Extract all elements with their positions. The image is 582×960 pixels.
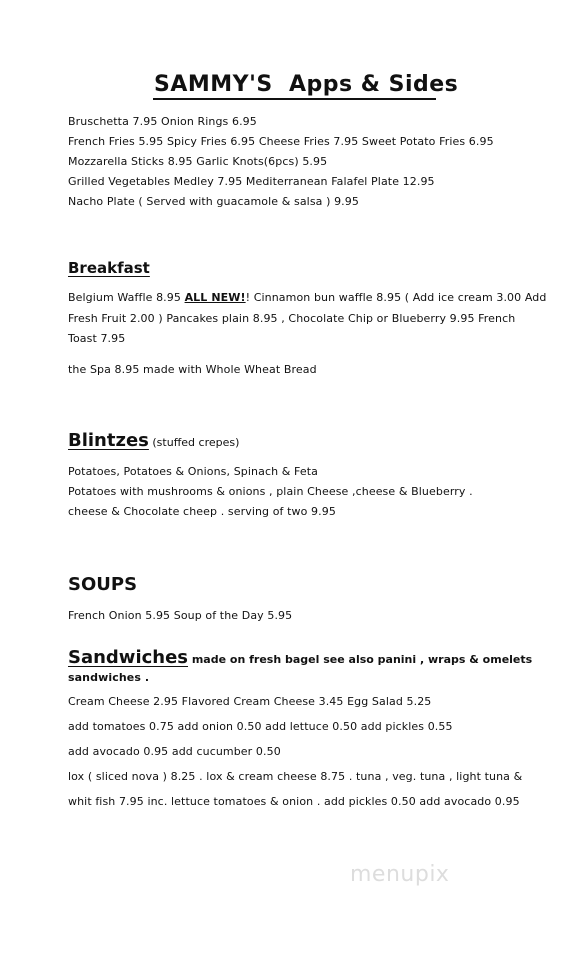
sandwiches-title: Sandwiches <box>68 647 189 668</box>
breakfast-line: the Spa 8.95 made with Whole Wheat Bread <box>68 363 317 376</box>
breakfast-line: Fresh Fruit 2.00 ) Pancakes plain 8.95 , Chocolate Chip or Blueberry 9.95 French <box>68 312 516 325</box>
blintzes-title: Blintzes <box>68 430 149 451</box>
blintzes-line: cheese & Chocolate cheep . serving of two 9.95 <box>68 505 336 518</box>
sandwiches-note: made on fresh bagel see also panini , wraps & omelets <box>188 653 533 666</box>
apps-line: Nacho Plate ( Served with guacamole & salsa ) 9.95 <box>68 195 359 208</box>
apps-line: Mozzarella Sticks 8.95 Garlic Knots(6pcs) 5.95 <box>68 155 328 168</box>
sandwiches-line: Cream Cheese 2.95 Flavored Cream Cheese 3.45 Egg Salad 5.25 <box>68 695 432 708</box>
apps-line: Bruschetta 7.95 Onion Rings 6.95 <box>68 115 257 128</box>
soups-line: French Onion 5.95 Soup of the Day 5.95 <box>68 609 293 622</box>
breakfast-line: Toast 7.95 <box>68 332 126 345</box>
breakfast-text: ! Cinnamon bun waffle 8.95 ( Add ice cream 3.00 Add <box>245 291 547 304</box>
blintzes-line: Potatoes, Potatoes & Onions, Spinach & Feta <box>68 465 318 478</box>
sandwiches-line: add tomatoes 0.75 add onion 0.50 add lettuce 0.50 add pickles 0.55 <box>68 720 453 733</box>
blintzes-subtitle: (stuffed crepes) <box>148 436 240 449</box>
blintzes-heading <box>68 430 239 451</box>
breakfast-text: Belgium Waffle 8.95 <box>68 291 185 304</box>
all-new-label: ALL NEW! <box>184 291 246 304</box>
apps-line: Grilled Vegetables Medley 7.95 Mediterranean Falafel Plate 12.95 <box>68 175 435 188</box>
page-title: SAMMY'S Apps & Sides <box>154 72 467 97</box>
breakfast-line <box>68 291 546 304</box>
sandwiches-note: sandwiches . <box>68 671 150 684</box>
menupix-watermark: menupix <box>350 862 450 887</box>
blintzes-line: Potatoes with mushrooms & onions , plain Cheese ,cheese & Blueberry . <box>68 485 473 498</box>
sandwiches-line: add avocado 0.95 add cucumber 0.50 <box>68 745 281 758</box>
breakfast-heading: Breakfast <box>68 259 150 277</box>
soups-heading: SOUPS <box>68 574 138 595</box>
sandwiches-line: whit fish 7.95 inc. lettuce tomatoes & onion . add pickles 0.50 add avocado 0.95 <box>68 795 520 808</box>
apps-line: French Fries 5.95 Spicy Fries 6.95 Cheese Fries 7.95 Sweet Potato Fries 6.95 <box>68 135 494 148</box>
sandwiches-line: lox ( sliced nova ) 8.25 . lox & cream cheese 8.75 . tuna , veg. tuna , light tuna & <box>68 770 523 783</box>
title-underline <box>153 98 436 100</box>
sandwiches-heading <box>68 647 532 668</box>
